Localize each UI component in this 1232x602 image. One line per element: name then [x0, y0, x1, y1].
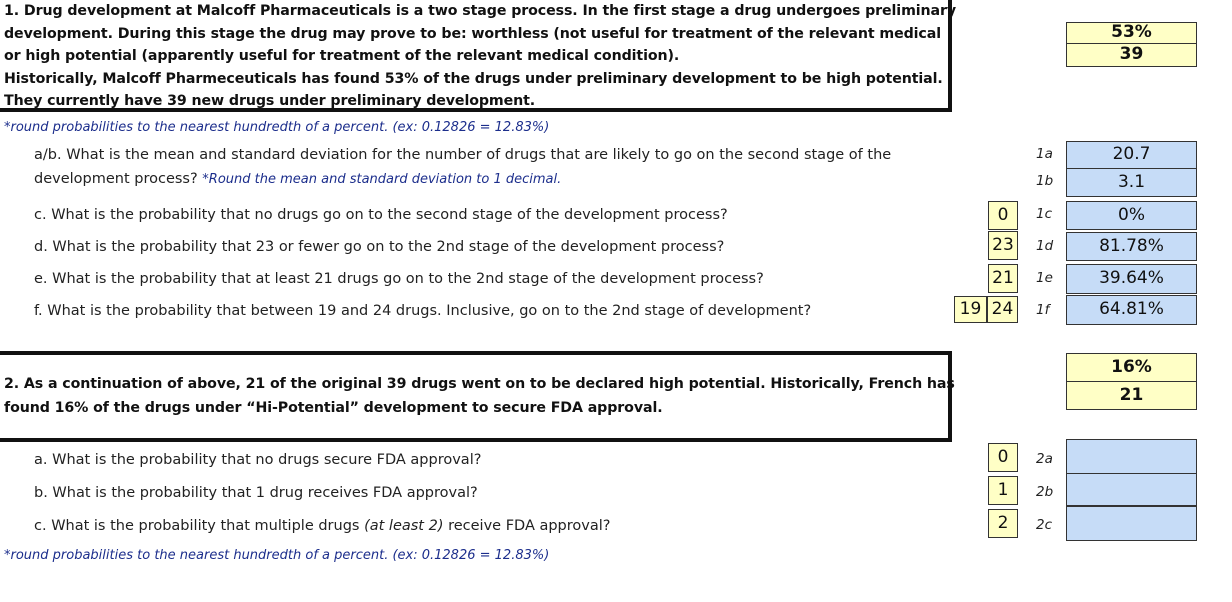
answer-1f[interactable]: 64.81%	[1066, 295, 1197, 325]
input-2a[interactable]: 0	[988, 443, 1018, 472]
problem-1-line-1: 1. Drug development at Malcoff Pharmaceuticals is a two stage process. In the first stage a drug undergoes preliminary	[4, 3, 957, 19]
question-2c-emphasis: (at least 2)	[364, 518, 444, 534]
answer-2b[interactable]	[1066, 473, 1197, 506]
answer-1e[interactable]: 39.64%	[1066, 264, 1197, 294]
question-2c	[34, 518, 610, 534]
question-1ab-line-1: a/b. What is the mean and standard deviation for the number of drugs that are likely to go on the second stage of the	[34, 147, 892, 163]
question-1ab-note: *Round the mean and standard deviation to 1 decimal.	[202, 172, 562, 187]
input-2c[interactable]: 2	[988, 509, 1018, 538]
label-2b: 2b	[1036, 484, 1054, 500]
label-1d: 1d	[1036, 238, 1054, 254]
question-1ab-text: development process?	[34, 171, 198, 187]
label-1a: 1a	[1036, 146, 1053, 162]
input-2b[interactable]: 1	[988, 476, 1018, 505]
answer-1a[interactable]: 20.7	[1066, 141, 1197, 169]
problem-1-line-2: development. During this stage the drug may prove to be: worthless (not useful for treatment of the relevant medical	[4, 25, 941, 42]
question-1d: d. What is the probability that 23 or fewer go on to the 2nd stage of the development process?	[34, 239, 725, 255]
question-1c: c. What is the probability that no drugs go on to the second stage of the development process?	[34, 207, 728, 223]
label-2c: 2c	[1036, 517, 1053, 533]
input-1f-low[interactable]: 19	[954, 296, 987, 323]
label-1c: 1c	[1036, 206, 1053, 222]
label-1f: 1f	[1036, 302, 1050, 318]
input-1c[interactable]: 0	[988, 201, 1018, 230]
answer-2c[interactable]	[1066, 506, 1197, 541]
param-probability-2[interactable]: 16%	[1066, 353, 1197, 382]
problem-2-line-1: 2. As a continuation of above, 21 of the original 39 drugs went on to be declared high potential. Historically, French has	[4, 376, 955, 392]
input-1d[interactable]: 23	[988, 231, 1018, 260]
answer-2a[interactable]	[1066, 439, 1197, 474]
label-1e: 1e	[1036, 270, 1053, 286]
question-2c-text-pre: c. What is the probability that multiple drugs	[34, 518, 365, 534]
param-sample-size-2[interactable]: 21	[1066, 381, 1197, 410]
round-note-2: *round probabilities to the nearest hundredth of a percent. (ex: 0.12826 = 12.83%)	[4, 548, 550, 563]
label-1b: 1b	[1036, 173, 1054, 189]
answer-1c[interactable]: 0%	[1066, 201, 1197, 230]
problem-1-line-4: Historically, Malcoff Pharmeceuticals has found 53% of the drugs under preliminary development to be high potential.	[4, 70, 943, 87]
question-2c-text-post: receive FDA approval?	[443, 518, 611, 534]
question-1e: e. What is the probability that at least 21 drugs go on to the 2nd stage of the development process?	[34, 271, 764, 287]
param-sample-size-1[interactable]: 39	[1066, 43, 1197, 67]
answer-1b[interactable]: 3.1	[1066, 168, 1197, 197]
question-1ab-line-2	[34, 171, 561, 187]
round-note-1: *round probabilities to the nearest hundredth of a percent. (ex: 0.12826 = 12.83%)	[4, 120, 550, 135]
label-2a: 2a	[1036, 451, 1053, 467]
input-1f-high[interactable]: 24	[987, 296, 1018, 323]
answer-1d[interactable]: 81.78%	[1066, 232, 1197, 261]
param-probability-1[interactable]: 53%	[1066, 22, 1197, 44]
input-1e[interactable]: 21	[988, 264, 1018, 293]
problem-1-line-3: or high potential (apparently useful for treatment of the relevant medical condition).	[4, 48, 680, 64]
problem-2-line-2: found 16% of the drugs under “Hi-Potential” development to secure FDA approval.	[4, 400, 663, 416]
question-2a: a. What is the probability that no drugs secure FDA approval?	[34, 452, 482, 468]
problem-1-line-5: They currently have 39 new drugs under preliminary development.	[4, 93, 536, 109]
question-2b: b. What is the probability that 1 drug receives FDA approval?	[34, 485, 478, 501]
question-1f: f. What is the probability that between 19 and 24 drugs. Inclusive, go on to the 2nd stage of development?	[34, 303, 812, 319]
